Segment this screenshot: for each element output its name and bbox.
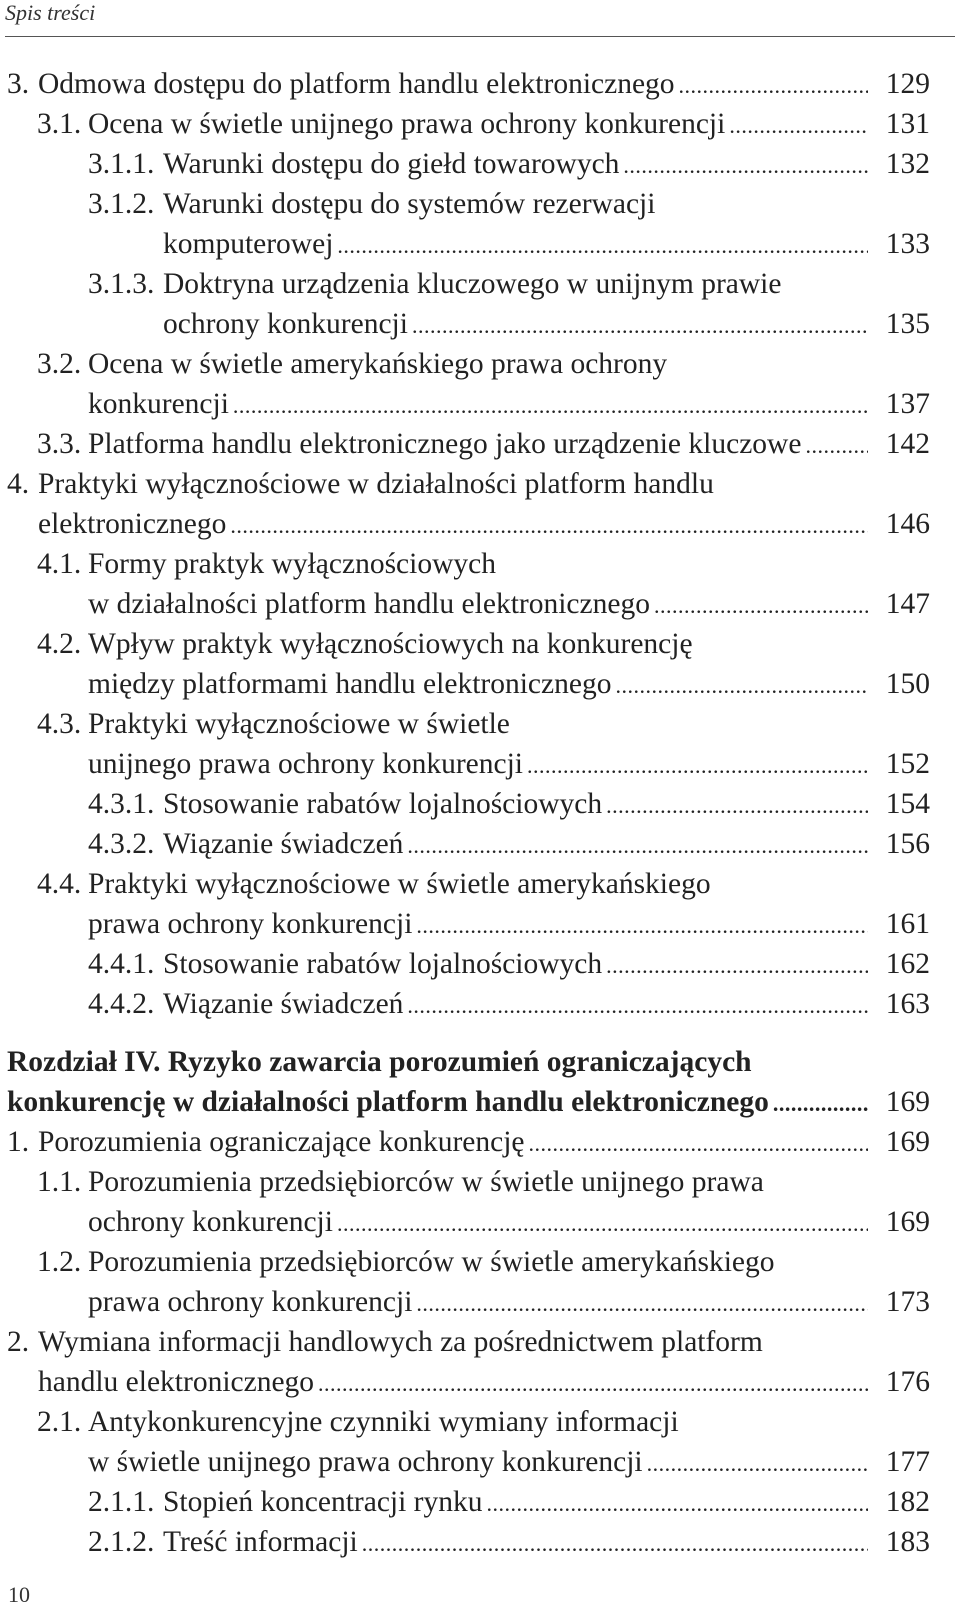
toc-line [0,904,960,944]
toc-entry-title: Warunki dostępu do systemów rezerwacji [163,188,656,220]
toc-entry-row [163,944,870,984]
toc-entry-number: 1.1. [37,1166,82,1198]
toc-entry-number: 4. [7,468,30,500]
dot-leader [606,946,868,986]
toc-entry-row [163,304,870,344]
toc-page-number: 137 [885,388,930,420]
toc-entry-title: Antykonkurencyjne czynniki wymiany informacji [88,1406,679,1438]
running-header-title: Spis treści [5,0,96,25]
toc-entry-title: konkurencję w działalności platform handlu elektronicznego [7,1086,769,1118]
toc-entry-title: Praktyki wyłącznościowe w świetle [88,708,510,740]
toc-page-number: 169 [885,1126,930,1158]
toc-line [0,384,960,424]
dot-leader [487,1484,868,1524]
toc-page-number: 142 [885,428,930,460]
toc-line [0,1202,960,1242]
toc-page-number: 150 [885,668,930,700]
toc-line [0,544,960,584]
toc-entry-number: 1. [7,1126,30,1158]
toc-entry-row [88,584,870,624]
toc-line [0,1522,960,1562]
toc-entry-title: komputerowej [163,228,334,260]
toc-entry-title: Platforma handlu elektronicznego jako urządzenie kluczowe [88,428,802,460]
toc-page-number: 146 [885,508,930,540]
toc-entry-title: Ocena w świetle unijnego prawa ochrony konkurencji [88,108,726,140]
toc-entry-title: Wiązanie świadczeń [163,988,404,1020]
toc-entry[interactable] [0,104,960,144]
dot-leader [416,906,868,946]
toc-entry[interactable] [0,344,960,424]
toc-entry-title: między platformami handlu elektronicznego [88,668,612,700]
toc-entry-row [88,664,870,704]
toc-line [0,104,960,144]
toc-line [0,264,960,304]
toc-entry-title: Stosowanie rabatów lojalnościowych [163,788,603,820]
toc-line [0,1042,960,1082]
toc-entry[interactable] [0,1162,960,1242]
toc-entry-row [163,224,870,264]
toc-entry[interactable] [0,64,960,104]
toc-line [0,64,960,104]
toc-line [0,1242,960,1282]
toc-entry-row [163,144,870,184]
toc-entry-number: 2. [7,1326,30,1358]
toc-line [0,144,960,184]
toc-entry-row [38,64,870,104]
toc-entry[interactable] [0,144,960,184]
toc-entry-number: 4.2. [37,628,82,660]
toc-line [0,1282,960,1322]
toc-entry[interactable] [0,544,960,624]
toc-entry-title: ochrony konkurencji [163,308,408,340]
toc-entry-title: Porozumienia ograniczające konkurencję [38,1126,525,1158]
toc-entry-number: 4.1. [37,548,82,580]
toc-entry[interactable] [0,1122,960,1162]
section-spacer [0,1024,960,1042]
page-number: 10 [8,1582,30,1607]
toc-entry-row [38,1122,870,1162]
toc-entry-number: 4.3.2. [88,828,155,860]
dot-leader [729,106,868,146]
toc-page-number: 154 [885,788,930,820]
toc-page-number: 152 [885,748,930,780]
toc-entry-row [7,1082,870,1122]
toc-page-number: 132 [885,148,930,180]
toc-entry-row [88,904,870,944]
dot-leader [318,1364,868,1404]
toc-entry-number: 3.3. [37,428,82,460]
dot-leader [623,146,868,186]
toc-entry-number: 3. [7,68,30,100]
toc-entry-number: 3.1.2. [88,188,155,220]
toc-entry-row [88,384,870,424]
toc-entry-row [88,1282,870,1322]
dot-leader [529,1124,868,1164]
toc-entry-number: 4.4.2. [88,988,155,1020]
toc-entry[interactable] [0,1242,960,1322]
toc-line [0,304,960,344]
toc-line [0,464,960,504]
toc-entry-title: handlu elektronicznego [38,1366,315,1398]
toc-entry-number: 2.1.2. [88,1526,155,1558]
toc-line [0,824,960,864]
dot-leader [407,826,868,866]
toc-entry[interactable] [0,784,960,824]
toc-entry-number: 3.1.3. [88,268,155,300]
toc-line [0,704,960,744]
toc-page-number: 162 [885,948,930,980]
toc-line [0,1082,960,1122]
toc-entry-row [38,1362,870,1402]
toc-entry-title: Stopień koncentracji rynku [163,1486,483,1518]
toc-line [0,1122,960,1162]
page-header [5,0,955,37]
toc-line [0,1442,960,1482]
toc-entry-row [88,1442,870,1482]
toc-entry-title: ochrony konkurencji [88,1206,333,1238]
toc-entry-row [163,984,870,1024]
toc-entry-number: 2.1.1. [88,1486,155,1518]
toc-entry-title: w działalności platform handlu elektronicznego [88,588,650,620]
toc-entry-title: Wiązanie świadczeń [163,828,404,860]
toc-entry-row [88,424,870,464]
toc-entry[interactable] [0,1482,960,1522]
dot-leader [647,1444,868,1484]
toc-page-number: 176 [885,1366,930,1398]
toc-entry[interactable] [0,1322,960,1402]
toc-entry-row [163,1482,870,1522]
toc-entry-title: Wpływ praktyk wyłącznościowych na konkurencję [88,628,693,660]
toc-line [0,224,960,264]
toc-entry[interactable] [0,1402,960,1482]
dot-leader [615,666,868,706]
toc-page-number: 183 [885,1526,930,1558]
toc-line [0,744,960,784]
dot-leader [362,1524,868,1564]
dot-leader [805,426,868,466]
toc-entry-title: Odmowa dostępu do platform handlu elektronicznego [38,68,675,100]
toc-page-number: 161 [885,908,930,940]
dot-leader [337,1204,868,1244]
toc-entry[interactable] [0,424,960,464]
toc-page-number: 156 [885,828,930,860]
dot-leader [407,986,868,1026]
toc-entry-number: 3.1.1. [88,148,155,180]
toc-entry-number: 3.1. [37,108,82,140]
toc-entry[interactable] [0,464,960,544]
toc-entry-title: unijnego prawa ochrony konkurencji [88,748,523,780]
toc-entry-title: elektronicznego [38,508,227,540]
toc-entry-row [163,824,870,864]
toc-entry[interactable] [0,704,960,784]
toc-entry[interactable] [0,264,960,344]
toc-entry-title: Rozdział IV. Ryzyko zawarcia porozumień ograniczających [7,1046,752,1078]
dot-leader [527,746,868,786]
toc-entry[interactable] [0,984,960,1024]
toc-page-number: 163 [885,988,930,1020]
toc-entry[interactable] [0,1522,960,1562]
toc-line [0,1162,960,1202]
toc-page-number: 173 [885,1286,930,1318]
dot-leader [654,586,868,626]
toc-line [0,624,960,664]
toc-entry-title: Praktyki wyłącznościowe w działalności platform handlu [38,468,714,500]
toc-line [0,1402,960,1442]
toc-entry-row [38,504,870,544]
toc-page-number: 131 [885,108,930,140]
toc-line [0,344,960,384]
toc-entry-row [88,1202,870,1242]
toc-entry[interactable] [0,944,960,984]
toc-entry-title: prawa ochrony konkurencji [88,1286,413,1318]
toc-entry-title: prawa ochrony konkurencji [88,908,413,940]
toc-chapter-entry[interactable] [0,1042,960,1122]
toc-entry-title: w świetle unijnego prawa ochrony konkurencji [88,1446,643,1478]
toc-entry-title: Warunki dostępu do giełd towarowych [163,148,620,180]
toc-page-number: 169 [885,1086,930,1118]
toc-entry[interactable] [0,824,960,864]
dot-leader [412,306,868,346]
toc-page-number: 129 [885,68,930,100]
toc-entry[interactable] [0,184,960,264]
toc-entry-row [163,1522,870,1562]
toc-entry-number: 2.1. [37,1406,82,1438]
dot-leader [679,66,868,106]
dot-leader [416,1284,868,1324]
toc-entry-number: 1.2. [37,1246,82,1278]
toc-entry-title: Stosowanie rabatów lojalnościowych [163,948,603,980]
toc-entry-number: 4.4. [37,868,82,900]
toc-page-number: 182 [885,1486,930,1518]
toc-line [0,944,960,984]
toc-page-number: 147 [885,588,930,620]
toc-entry-title: Porozumienia przedsiębiorców w świetle unijnego prawa [88,1166,764,1198]
toc-page-number: 169 [885,1206,930,1238]
toc-entry-row [163,784,870,824]
toc-entry[interactable] [0,624,960,704]
toc-line [0,1362,960,1402]
toc-page-number: 133 [885,228,930,260]
toc-entry-row [88,104,870,144]
toc-line [0,184,960,224]
toc-entry-title: Doktryna urządzenia kluczowego w unijnym prawie [163,268,782,300]
toc-page-number: 177 [885,1446,930,1478]
toc-line [0,1482,960,1522]
toc-entry[interactable] [0,864,960,944]
dot-leader [337,226,868,266]
toc-entry-number: 3.2. [37,348,82,380]
toc-entry-title: Wymiana informacji handlowych za pośrednictwem platform [38,1326,763,1358]
toc-entry-number: 4.3.1. [88,788,155,820]
toc-line [0,584,960,624]
toc-entry-number: 4.4.1. [88,948,155,980]
toc-line [0,664,960,704]
toc-entry-title: Treść informacji [163,1526,358,1558]
toc-entry-title: Ocena w świetle amerykańskiego prawa ochrony [88,348,668,380]
toc-line [0,1322,960,1362]
toc-entry-title: Praktyki wyłącznościowe w świetle amerykańskiego [88,868,711,900]
toc-entry-title: Porozumienia przedsiębiorców w świetle amerykańskiego [88,1246,775,1278]
table-of-contents [0,64,960,1562]
toc-line [0,424,960,464]
toc-entry-number: 4.3. [37,708,82,740]
toc-entry-title: Formy praktyk wyłącznościowych [88,548,496,580]
dot-leader [606,786,868,826]
toc-line [0,864,960,904]
toc-page-number: 135 [885,308,930,340]
dot-leader [230,506,868,546]
toc-entry-title: konkurencji [88,388,229,420]
toc-line [0,984,960,1024]
toc-entry-row [88,744,870,784]
toc-line [0,504,960,544]
toc-line [0,784,960,824]
dot-leader [773,1084,868,1124]
dot-leader [233,386,868,426]
